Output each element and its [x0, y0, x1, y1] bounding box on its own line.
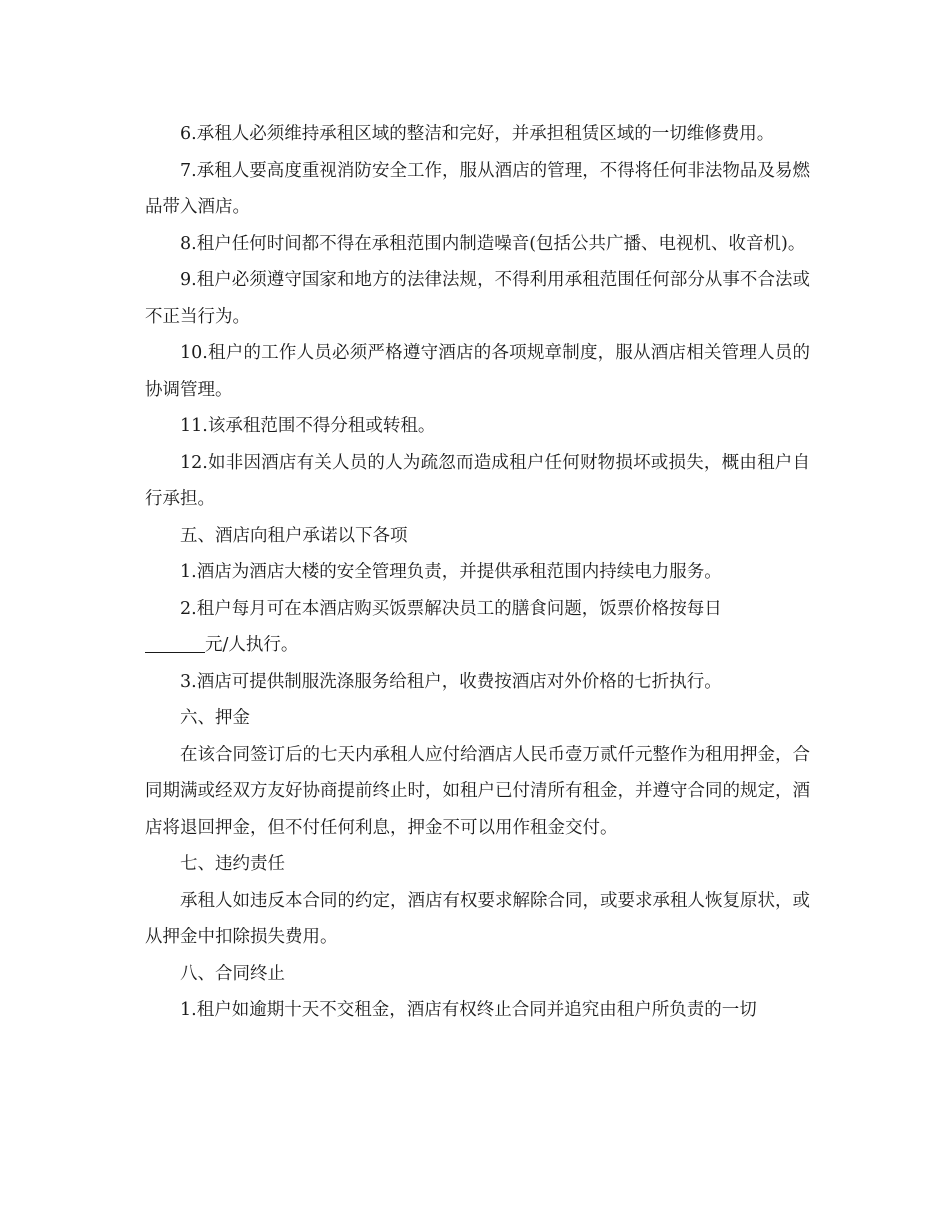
clause-10: 10.租户的工作人员必须严格遵守酒店的各项规章制度，服从酒店相关管理人员的协调管理。: [145, 343, 810, 400]
clause-8: 8.租户任何时间都不得在承租范围内制造噪音(包括公共广播、电视机、收音机)。: [180, 233, 806, 254]
fill-in-blank: [145, 635, 205, 654]
clause-12: 12.如非因酒店有关人员的人为疏忽而造成租户任何财物损坏或损失，概由租户自行承担。: [145, 452, 810, 509]
section-5-item-3: 3.酒店可提供制服洗涤服务给租户，收费按酒店对外价格的七折执行。: [180, 671, 722, 692]
section-5-item-2-continuation: [145, 627, 810, 664]
section-5-heading: 五、酒店向租户承诺以下各项: [180, 525, 408, 546]
section-6-heading: 六、押金: [180, 708, 250, 728]
section-5-item-2: 2.租户每月可在本酒店购买饭票解决员工的膳食问题，饭票价格按每日: [180, 598, 722, 619]
section-5-item-1: 1.酒店为酒店大楼的安全管理负责，并提供承租范围内持续电力服务。: [180, 562, 722, 582]
breach-clause: 承租人如违反本合同的约定，酒店有权要求解除合同，或要求承租人恢复原状，或从押金中扣除损失费用。: [145, 890, 810, 947]
section-8-item-1: 1.租户如逾期十天不交租金，酒店有权终止合同并追究由租户所负责的一切: [180, 1000, 757, 1020]
clause-9: 9.租户必须遵守国家和地方的法律法规，不得利用承租范围任何部分从事不合法或不正当行为。: [145, 270, 810, 327]
document-body: [145, 116, 810, 1029]
deposit-clause: 在该合同签订后的七天内承租人应付给酒店人民币壹万贰仟元整作为租用押金，合同期满或经双方友好协商提前终止时，如租户已付清所有租金，并遵守合同的规定，酒店将退回押金，但不付任何利息，押金不可以用作租金交付。: [145, 744, 810, 838]
clause-6: 6.承租人必须维持承租区域的整洁和完好，并承担租赁区域的一切维修费用。: [180, 124, 775, 144]
section-7-heading: 七、违约责任: [180, 854, 285, 874]
clause-11: 11.该承租范围不得分租或转租。: [180, 416, 436, 436]
meal-ticket-unit: 元/人执行。: [205, 635, 299, 655]
clause-7: 7.承租人要高度重视消防安全工作，服从酒店的管理，不得将任何非法物品及易燃品带入酒店。: [145, 160, 810, 217]
section-8-heading: 八、合同终止: [180, 963, 285, 984]
